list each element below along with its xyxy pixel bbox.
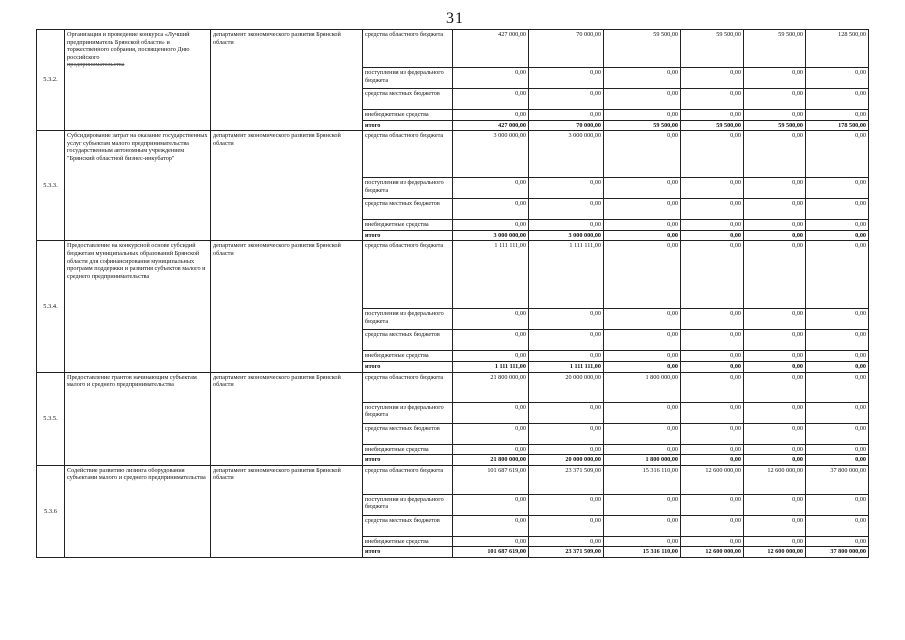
amount-cell-5: 0,00 xyxy=(744,68,806,89)
amount-cell-6: 0,00 xyxy=(806,423,869,444)
amount-cell-4: 0,00 xyxy=(681,536,744,547)
funding-source-label: средства областного бюджета xyxy=(363,241,453,309)
amount-cell-6: 0,00 xyxy=(806,536,869,547)
amount-cell-6: 0,00 xyxy=(806,199,869,220)
amount-cell-4: 0,00 xyxy=(681,131,744,178)
funding-source-label: средства областного бюджета xyxy=(363,465,453,494)
amount-cell-1: 0,00 xyxy=(453,494,529,515)
amount-cell-5: 0,00 xyxy=(744,220,806,231)
funding-source-label: поступления из федерального бюджета xyxy=(363,68,453,89)
amount-cell-1: 0,00 xyxy=(453,536,529,547)
measure-name xyxy=(65,241,211,372)
amount-cell-2: 0,00 xyxy=(529,68,604,89)
funding-source-label: поступления из федерального бюджета xyxy=(363,309,453,330)
amount-cell-2: 1 111 111,00 xyxy=(529,361,604,372)
measure-name-text: Содействие развитию лизинга оборудования субъектами малого и среднего предпринимательства xyxy=(67,466,206,482)
funding-source-label: внебюджетные средства xyxy=(363,220,453,231)
measure-name-text: Субсидирование затрат на оказание государственных услуг субъектам малого предпринимательства государственным автономным учреждением "Брянский областной бизнес-инкубатор" xyxy=(67,132,208,162)
amount-cell-6: 0,00 xyxy=(806,351,869,362)
measure-name-struck-text: предпринимательства xyxy=(67,61,125,69)
funding-source-label: итого xyxy=(363,230,453,241)
amount-cell-4: 0,00 xyxy=(681,423,744,444)
amount-cell-2: 0,00 xyxy=(529,309,604,330)
table-row-regional-budget xyxy=(37,241,869,309)
amount-cell-4: 0,00 xyxy=(681,361,744,372)
amount-cell-1: 0,00 xyxy=(453,178,529,199)
amount-cell-1: 427 000,00 xyxy=(453,120,529,131)
amount-cell-1: 0,00 xyxy=(453,351,529,362)
amount-cell-5: 0,00 xyxy=(744,361,806,372)
funding-source-label: поступления из федерального бюджета xyxy=(363,402,453,423)
amount-cell-3: 0,00 xyxy=(604,131,681,178)
funding-source-label: внебюджетные средства xyxy=(363,536,453,547)
measure-code: 5.3.5. xyxy=(37,372,65,465)
amount-cell-2: 20 000 000,00 xyxy=(529,372,604,402)
amount-cell-2: 0,00 xyxy=(529,402,604,423)
amount-cell-6: 0,00 xyxy=(806,372,869,402)
table-row-regional-budget xyxy=(37,131,869,178)
amount-cell-5: 0,00 xyxy=(744,89,806,110)
amount-cell-1: 21 800 000,00 xyxy=(453,455,529,466)
amount-cell-5: 0,00 xyxy=(744,444,806,455)
amount-cell-1: 0,00 xyxy=(453,199,529,220)
measure-code: 5.3.2. xyxy=(37,30,65,131)
amount-cell-5: 0,00 xyxy=(744,351,806,362)
amount-cell-5: 0,00 xyxy=(744,402,806,423)
amount-cell-3: 0,00 xyxy=(604,110,681,121)
amount-cell-3: 0,00 xyxy=(604,515,681,536)
amount-cell-5: 0,00 xyxy=(744,330,806,351)
amount-cell-4: 12 600 000,00 xyxy=(681,547,744,558)
amount-cell-2: 0,00 xyxy=(529,494,604,515)
amount-cell-6: 0,00 xyxy=(806,178,869,199)
amount-cell-5: 0,00 xyxy=(744,455,806,466)
amount-cell-4: 0,00 xyxy=(681,220,744,231)
amount-cell-1: 0,00 xyxy=(453,110,529,121)
measure-name-text: Предоставление на конкурсной основе субсидий бюджетам муниципальных образований Брянской области для софинансирования муниципальных программ поддержки и развития субъектов малого и среднего предпринимательства xyxy=(67,242,206,280)
amount-cell-4: 0,00 xyxy=(681,309,744,330)
amount-cell-3: 0,00 xyxy=(604,241,681,309)
amount-cell-2: 23 371 509,00 xyxy=(529,465,604,494)
table-row-regional-budget xyxy=(37,30,869,68)
amount-cell-5: 0,00 xyxy=(744,515,806,536)
amount-cell-1: 1 111 111,00 xyxy=(453,241,529,309)
funding-source-label: средства местных бюджетов xyxy=(363,89,453,110)
amount-cell-6: 0,00 xyxy=(806,444,869,455)
amount-cell-1: 427 000,00 xyxy=(453,30,529,68)
amount-cell-5: 0,00 xyxy=(744,110,806,121)
measure-executor: департамент экономического развития Брянской области xyxy=(211,465,363,557)
amount-cell-3: 0,00 xyxy=(604,89,681,110)
measure-executor: департамент экономического развития Брянской области xyxy=(211,372,363,465)
measure-executor: департамент экономического развития Брянской области xyxy=(211,30,363,131)
amount-cell-2: 0,00 xyxy=(529,178,604,199)
amount-cell-2: 0,00 xyxy=(529,330,604,351)
amount-cell-4: 0,00 xyxy=(681,330,744,351)
amount-cell-2: 3 000 000,00 xyxy=(529,230,604,241)
amount-cell-2: 0,00 xyxy=(529,423,604,444)
amount-cell-1: 101 687 619,00 xyxy=(453,547,529,558)
measure-name xyxy=(65,30,211,131)
measure-executor: департамент экономического развития Брянской области xyxy=(211,241,363,372)
funding-source-label: итого xyxy=(363,120,453,131)
amount-cell-5: 59 500,00 xyxy=(744,120,806,131)
budget-table xyxy=(36,29,869,558)
amount-cell-6: 0,00 xyxy=(806,110,869,121)
budget-table-body xyxy=(37,30,869,558)
funding-source-label: внебюджетные средства xyxy=(363,444,453,455)
amount-cell-3: 0,00 xyxy=(604,68,681,89)
amount-cell-1: 101 687 619,00 xyxy=(453,465,529,494)
amount-cell-3: 0,00 xyxy=(604,199,681,220)
amount-cell-2: 70 000,00 xyxy=(529,120,604,131)
amount-cell-6: 0,00 xyxy=(806,455,869,466)
amount-cell-6: 0,00 xyxy=(806,494,869,515)
amount-cell-4: 59 500,00 xyxy=(681,120,744,131)
amount-cell-5: 0,00 xyxy=(744,230,806,241)
amount-cell-3: 1 800 000,00 xyxy=(604,455,681,466)
measure-name xyxy=(65,372,211,465)
amount-cell-1: 0,00 xyxy=(453,68,529,89)
amount-cell-4: 0,00 xyxy=(681,351,744,362)
amount-cell-1: 0,00 xyxy=(453,309,529,330)
amount-cell-2: 23 371 509,00 xyxy=(529,547,604,558)
amount-cell-5: 0,00 xyxy=(744,309,806,330)
funding-source-label: итого xyxy=(363,361,453,372)
amount-cell-3: 0,00 xyxy=(604,309,681,330)
measure-name xyxy=(65,465,211,557)
funding-source-label: итого xyxy=(363,547,453,558)
amount-cell-5: 0,00 xyxy=(744,241,806,309)
amount-cell-3: 0,00 xyxy=(604,423,681,444)
amount-cell-3: 0,00 xyxy=(604,444,681,455)
funding-source-label: поступления из федерального бюджета xyxy=(363,178,453,199)
amount-cell-2: 0,00 xyxy=(529,110,604,121)
amount-cell-3: 0,00 xyxy=(604,220,681,231)
amount-cell-3: 0,00 xyxy=(604,536,681,547)
amount-cell-1: 0,00 xyxy=(453,330,529,351)
funding-source-label: внебюджетные средства xyxy=(363,351,453,362)
amount-cell-5: 0,00 xyxy=(744,178,806,199)
amount-cell-4: 12 600 000,00 xyxy=(681,465,744,494)
amount-cell-4: 0,00 xyxy=(681,230,744,241)
amount-cell-5: 0,00 xyxy=(744,372,806,402)
amount-cell-4: 0,00 xyxy=(681,68,744,89)
amount-cell-5: 0,00 xyxy=(744,131,806,178)
measure-code: 5.3.3. xyxy=(37,131,65,241)
amount-cell-3: 59 500,00 xyxy=(604,120,681,131)
amount-cell-1: 21 800 000,00 xyxy=(453,372,529,402)
amount-cell-5: 12 600 000,00 xyxy=(744,547,806,558)
amount-cell-1: 0,00 xyxy=(453,515,529,536)
amount-cell-4: 0,00 xyxy=(681,455,744,466)
amount-cell-1: 3 000 000,00 xyxy=(453,230,529,241)
amount-cell-5: 59 500,00 xyxy=(744,30,806,68)
amount-cell-3: 0,00 xyxy=(604,361,681,372)
amount-cell-3: 15 316 110,00 xyxy=(604,465,681,494)
amount-cell-6: 0,00 xyxy=(806,241,869,309)
funding-source-label: средства местных бюджетов xyxy=(363,330,453,351)
amount-cell-5: 0,00 xyxy=(744,536,806,547)
amount-cell-2: 0,00 xyxy=(529,536,604,547)
amount-cell-6: 37 800 000,00 xyxy=(806,547,869,558)
table-row-regional-budget xyxy=(37,465,869,494)
amount-cell-6: 0,00 xyxy=(806,89,869,110)
amount-cell-3: 0,00 xyxy=(604,330,681,351)
amount-cell-6: 0,00 xyxy=(806,230,869,241)
amount-cell-1: 0,00 xyxy=(453,444,529,455)
amount-cell-4: 0,00 xyxy=(681,372,744,402)
amount-cell-5: 0,00 xyxy=(744,494,806,515)
amount-cell-6: 0,00 xyxy=(806,330,869,351)
funding-source-label: средства местных бюджетов xyxy=(363,199,453,220)
amount-cell-5: 0,00 xyxy=(744,199,806,220)
amount-cell-2: 0,00 xyxy=(529,515,604,536)
amount-cell-1: 0,00 xyxy=(453,423,529,444)
amount-cell-6: 0,00 xyxy=(806,309,869,330)
amount-cell-5: 12 600 000,00 xyxy=(744,465,806,494)
amount-cell-6: 0,00 xyxy=(806,361,869,372)
measure-executor: департамент экономического развития Брянской области xyxy=(211,131,363,241)
amount-cell-1: 0,00 xyxy=(453,89,529,110)
amount-cell-6: 0,00 xyxy=(806,515,869,536)
measure-name xyxy=(65,131,211,241)
amount-cell-1: 3 000 000,00 xyxy=(453,131,529,178)
measure-code: 5.3.4. xyxy=(37,241,65,372)
amount-cell-6: 0,00 xyxy=(806,131,869,178)
table-row-regional-budget xyxy=(37,372,869,402)
amount-cell-3: 0,00 xyxy=(604,402,681,423)
amount-cell-3: 0,00 xyxy=(604,494,681,515)
amount-cell-2: 0,00 xyxy=(529,199,604,220)
amount-cell-2: 70 000,00 xyxy=(529,30,604,68)
amount-cell-4: 0,00 xyxy=(681,515,744,536)
amount-cell-3: 0,00 xyxy=(604,351,681,362)
amount-cell-2: 0,00 xyxy=(529,351,604,362)
funding-source-label: итого xyxy=(363,455,453,466)
amount-cell-6: 0,00 xyxy=(806,220,869,231)
funding-source-label: средства местных бюджетов xyxy=(363,515,453,536)
amount-cell-6: 178 500,00 xyxy=(806,120,869,131)
amount-cell-6: 128 500,00 xyxy=(806,30,869,68)
amount-cell-6: 37 800 000,00 xyxy=(806,465,869,494)
amount-cell-2: 1 111 111,00 xyxy=(529,241,604,309)
amount-cell-1: 1 111 111,00 xyxy=(453,361,529,372)
amount-cell-4: 0,00 xyxy=(681,402,744,423)
amount-cell-4: 0,00 xyxy=(681,494,744,515)
amount-cell-4: 0,00 xyxy=(681,241,744,309)
funding-source-label: средства областного бюджета xyxy=(363,372,453,402)
amount-cell-3: 15 316 110,00 xyxy=(604,547,681,558)
funding-source-label: поступления из федерального бюджета xyxy=(363,494,453,515)
measure-name-text: Предоставление грантов начинающим субъектам малого и среднего предпринимательства xyxy=(67,373,197,389)
amount-cell-3: 0,00 xyxy=(604,230,681,241)
amount-cell-4: 0,00 xyxy=(681,110,744,121)
amount-cell-4: 59 500,00 xyxy=(681,30,744,68)
measure-code: 5.3.6 xyxy=(37,465,65,557)
funding-source-label: средства местных бюджетов xyxy=(363,423,453,444)
amount-cell-1: 0,00 xyxy=(453,402,529,423)
amount-cell-4: 0,00 xyxy=(681,89,744,110)
amount-cell-2: 0,00 xyxy=(529,444,604,455)
amount-cell-3: 59 500,00 xyxy=(604,30,681,68)
amount-cell-3: 1 800 000,00 xyxy=(604,372,681,402)
page-number: 31 xyxy=(446,10,464,27)
amount-cell-5: 0,00 xyxy=(744,423,806,444)
amount-cell-4: 0,00 xyxy=(681,178,744,199)
amount-cell-6: 0,00 xyxy=(806,68,869,89)
amount-cell-2: 3 000 000,00 xyxy=(529,131,604,178)
funding-source-label: средства областного бюджета xyxy=(363,131,453,178)
amount-cell-2: 20 000 000,00 xyxy=(529,455,604,466)
funding-source-label: средства областного бюджета xyxy=(363,30,453,68)
amount-cell-1: 0,00 xyxy=(453,220,529,231)
funding-source-label: внебюджетные средства xyxy=(363,110,453,121)
amount-cell-6: 0,00 xyxy=(806,402,869,423)
amount-cell-2: 0,00 xyxy=(529,89,604,110)
amount-cell-4: 0,00 xyxy=(681,444,744,455)
amount-cell-3: 0,00 xyxy=(604,178,681,199)
measure-name-text: Организация и проведение конкурса «Лучший предприниматель Брянской области» и торжественного собрания, посвященного Дню российского xyxy=(67,31,190,61)
amount-cell-4: 0,00 xyxy=(681,199,744,220)
amount-cell-2: 0,00 xyxy=(529,220,604,231)
